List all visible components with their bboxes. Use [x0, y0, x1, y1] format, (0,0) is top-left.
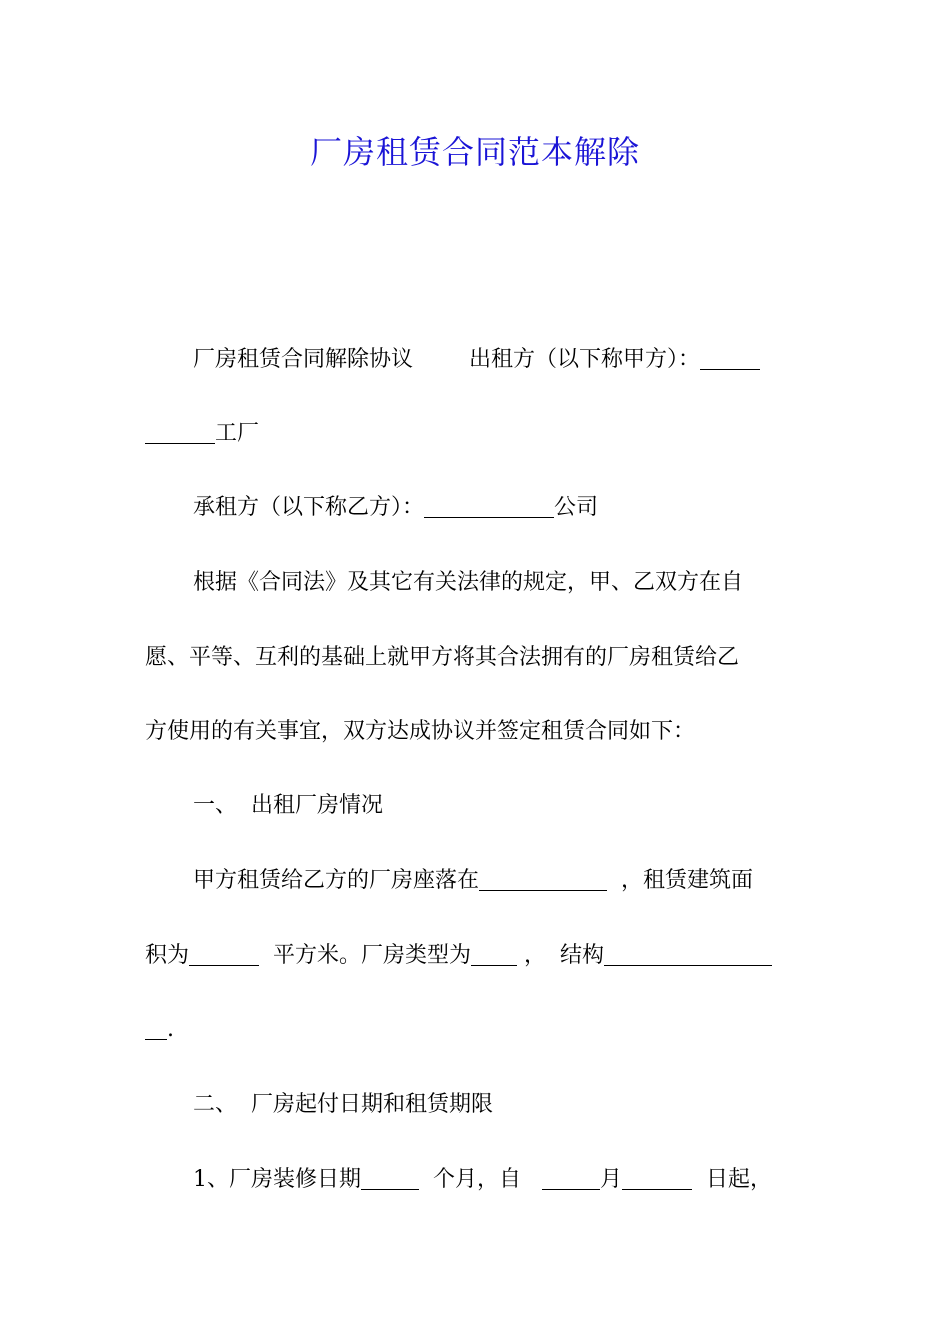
months-from: 个月，自 [433, 1167, 522, 1192]
lessor-suffix: 工厂 [215, 421, 260, 446]
section-2-heading: 二、 厂房起付日期和租赁期限 [193, 1092, 493, 1117]
lessor-line-2 [145, 414, 259, 454]
structure-label: 结构 [560, 943, 605, 968]
area-prefix: 积为 [145, 943, 190, 968]
lessor-blank-cont [145, 417, 215, 444]
document-title: 厂房租赁合同范本解除 [309, 133, 640, 171]
location-line [193, 861, 753, 901]
lessee-label: 承租方（以下称乙方）： [193, 495, 425, 520]
type-blank [471, 939, 517, 966]
lessor-blank [700, 343, 760, 370]
lessee-suffix: 公司 [554, 495, 599, 520]
month-label: 月 [600, 1167, 623, 1192]
lessor-label: 出租方（以下称甲方）： [468, 347, 700, 372]
decoration-label: 1、厂房装修日期 [193, 1167, 361, 1192]
lessee-line [193, 488, 598, 528]
comma: ， [524, 943, 547, 968]
decoration-months-blank [361, 1163, 419, 1190]
agreement-heading-line [193, 340, 760, 380]
decoration-line [193, 1160, 772, 1200]
area-line [145, 936, 772, 976]
structure-blank-cont [145, 1013, 167, 1040]
start-month-blank [542, 1163, 600, 1190]
preamble-line-1: 根据《合同法》及其它有关法律的规定，甲、乙双方在自 [193, 570, 744, 595]
period: . [167, 1017, 174, 1042]
day-from-label: 日起， [706, 1167, 773, 1192]
type-label: 平方米。厂房类型为 [273, 943, 472, 968]
lessee-blank [424, 491, 554, 518]
section-1-heading: 一、 出租厂房情况 [193, 793, 383, 818]
area-label: ，租赁建筑面 [621, 868, 754, 893]
location-label: 甲方租赁给乙方的厂房座落在 [193, 868, 480, 893]
preamble-line-2: 愿、平等、互利的基础上就甲方将其合法拥有的厂房租赁给乙 [145, 645, 740, 670]
structure-blank [604, 939, 772, 966]
start-day-blank [622, 1163, 692, 1190]
structure-line-2 [145, 1010, 174, 1050]
location-blank [479, 864, 607, 891]
agreement-name: 厂房租赁合同解除协议 [193, 347, 414, 372]
preamble-line-3: 方使用的有关事宜，双方达成协议并签定租赁合同如下： [145, 719, 696, 744]
area-blank [189, 939, 259, 966]
